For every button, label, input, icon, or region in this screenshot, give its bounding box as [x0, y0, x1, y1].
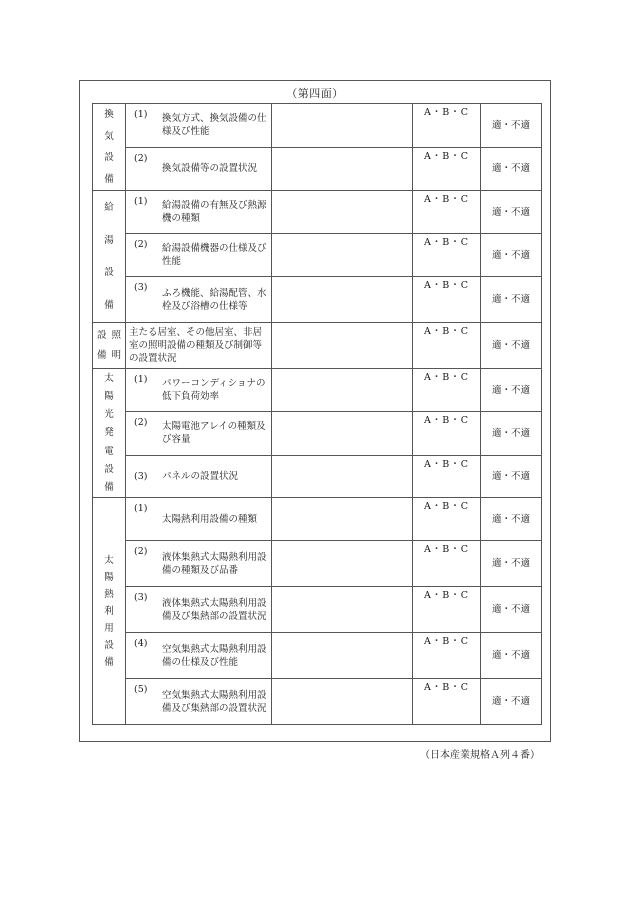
table-row [93, 679, 542, 725]
item-cell: (1) 太陽熱利用設備の種類 [126, 498, 272, 541]
item-text: 換気設備等の設置状況 [162, 163, 258, 175]
judge-cell[interactable]: 適・不適 [481, 633, 542, 679]
grade-cell[interactable]: A・B・C [413, 277, 481, 323]
notes-cell[interactable] [272, 455, 413, 497]
item-text: 液体集熱式太陽熱利用設備の種類及び品番 [162, 551, 267, 576]
item-cell: (2) 太陽電池アレイの種類及び容量 [126, 412, 272, 455]
notes-cell[interactable] [272, 191, 413, 234]
table-row [93, 277, 542, 323]
category-solar-thermal: 太 陽 熱 利 用 設 備 [93, 498, 126, 725]
item-cell: (1) パワーコンディショナの低下負荷効率 [126, 369, 272, 412]
table-row [93, 104, 542, 148]
item-cell: (3) ふろ機能、給湯配管、水栓及び浴槽の仕様等 [126, 277, 272, 323]
notes-cell[interactable] [272, 277, 413, 323]
item-cell: (1) 換気方式、換気設備の仕様及び性能 [126, 104, 272, 148]
notes-cell[interactable] [272, 234, 413, 277]
notes-cell[interactable] [272, 679, 413, 725]
category-char: 備 [97, 350, 107, 361]
table-row [93, 369, 542, 412]
grade-cell[interactable]: A・B・C [413, 369, 481, 412]
table-row [93, 323, 542, 369]
table-row [93, 191, 542, 234]
notes-cell[interactable] [272, 633, 413, 679]
notes-cell[interactable] [272, 147, 413, 191]
item-text: ふろ機能、給湯配管、水栓及び浴槽の仕様等 [162, 287, 267, 312]
table-row [93, 147, 542, 191]
item-text: 太陽熱利用設備の種類 [162, 513, 258, 525]
form-frame [79, 80, 551, 742]
notes-cell[interactable] [272, 587, 413, 633]
notes-cell[interactable] [272, 541, 413, 587]
table-row [93, 455, 542, 497]
grade-cell[interactable]: A・B・C [413, 679, 481, 725]
item-text: パネルの設置状況 [162, 470, 239, 482]
item-cell: (2) 液体集熱式太陽熱利用設備の種類及び品番 [126, 541, 272, 587]
grade-cell[interactable]: A・B・C [413, 633, 481, 679]
page-label: （第四面） [286, 87, 344, 100]
judge-cell[interactable]: 適・不適 [481, 147, 542, 191]
paper-size-note: （日本産業規格Ａ列４番） [420, 750, 540, 761]
item-text: 給湯設備機器の仕様及び性能 [162, 243, 267, 267]
category-ventilation: 換 気 設 備 [93, 104, 126, 191]
item-cell: (2) 換気設備等の設置状況 [126, 147, 272, 191]
category-char: 照 [111, 330, 121, 341]
grade-cell[interactable]: A・B・C [413, 104, 481, 148]
table-row [93, 541, 542, 587]
table-row [93, 587, 542, 633]
category-char: 設 [97, 330, 107, 341]
judge-cell[interactable]: 適・不適 [481, 498, 542, 541]
judge-cell[interactable]: 適・不適 [481, 455, 542, 497]
notes-cell[interactable] [272, 498, 413, 541]
grade-cell[interactable]: A・B・C [413, 323, 481, 369]
judge-cell[interactable]: 適・不適 [481, 191, 542, 234]
item-text: パワーコンディショナの低下負荷効率 [162, 378, 266, 403]
judge-cell[interactable]: 適・不適 [481, 369, 542, 412]
item-cell: (1) 給湯設備の有無及び熱源機の種類 [126, 191, 272, 234]
item-text: 液体集熱式太陽熱利用設備及び集熱部の設置状況 [162, 597, 267, 622]
judge-cell[interactable]: 適・不適 [481, 277, 542, 323]
grade-cell[interactable]: A・B・C [413, 234, 481, 277]
item-cell: (4) 空気集熱式太陽熱利用設備の仕様及び性能 [126, 633, 272, 679]
item-text: 空気集熱式太陽熱利用設備の仕様及び性能 [162, 643, 267, 668]
judge-cell[interactable]: 適・不適 [481, 679, 542, 725]
notes-cell[interactable] [272, 369, 413, 412]
grade-cell[interactable]: A・B・C [413, 412, 481, 455]
judge-cell[interactable]: 適・不適 [481, 541, 542, 587]
item-text: 主たる居室、その他居室、非居室の照明設備の種類及び制御等の設置状況 [126, 323, 272, 369]
table-row [93, 633, 542, 679]
category-char: 明 [111, 350, 121, 361]
category-hot-water: 給 湯 設 備 [93, 191, 126, 323]
grade-cell[interactable]: A・B・C [413, 147, 481, 191]
judge-cell[interactable]: 適・不適 [481, 234, 542, 277]
item-cell: (3) パネルの設置状況 [126, 455, 272, 497]
item-cell: (3) 液体集熱式太陽熱利用設備及び集熱部の設置状況 [126, 587, 272, 633]
grade-cell[interactable]: A・B・C [413, 191, 481, 234]
category-lighting [93, 323, 126, 369]
table-row [93, 412, 542, 455]
table-row [93, 498, 542, 541]
category-photovoltaic: 太 陽 光 発 電 設 備 [93, 369, 126, 498]
item-text: 換気方式、換気設備の仕様及び性能 [162, 113, 267, 138]
item-text: 太陽電池アレイの種類及び容量 [162, 421, 266, 446]
grade-cell[interactable]: A・B・C [413, 455, 481, 497]
judge-cell[interactable]: 適・不適 [481, 323, 542, 369]
item-text: 空気集熱式太陽熱利用設備及び集熱部の設置状況 [162, 689, 267, 714]
table-row [93, 234, 542, 277]
notes-cell[interactable] [272, 104, 413, 148]
notes-cell[interactable] [272, 323, 413, 369]
item-text: 給湯設備の有無及び熱源機の種類 [162, 200, 267, 224]
grade-cell[interactable]: A・B・C [413, 587, 481, 633]
judge-cell[interactable]: 適・不適 [481, 104, 542, 148]
grade-cell[interactable]: A・B・C [413, 498, 481, 541]
notes-cell[interactable] [272, 412, 413, 455]
inspection-table [92, 103, 542, 725]
judge-cell[interactable]: 適・不適 [481, 412, 542, 455]
item-cell: (5) 空気集熱式太陽熱利用設備及び集熱部の設置状況 [126, 679, 272, 725]
item-cell: (2) 給湯設備機器の仕様及び性能 [126, 234, 272, 277]
judge-cell[interactable]: 適・不適 [481, 587, 542, 633]
grade-cell[interactable]: A・B・C [413, 541, 481, 587]
